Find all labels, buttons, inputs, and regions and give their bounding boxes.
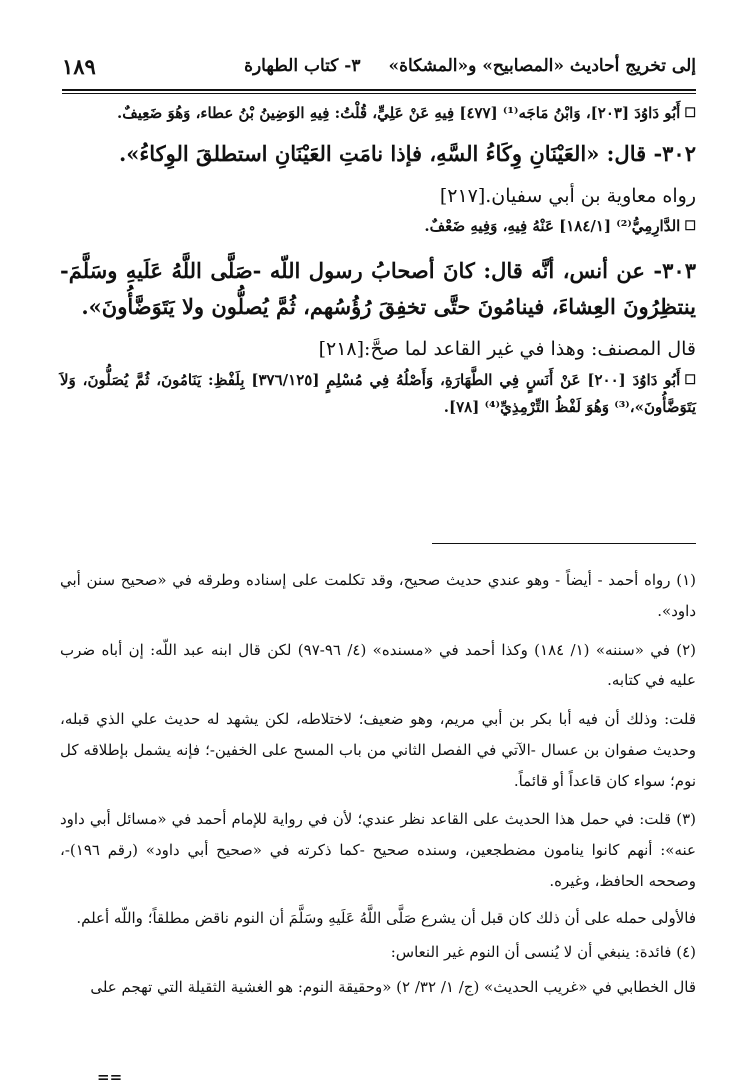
takhrij-note: ☐الدَّارِمِيُّ⁽²⁾ [١٨٤/١] عَنْهُ فِيهِ، وَفِيهِ ضَعْفٌ.: [424, 216, 696, 235]
footnote-3: (٣) قلت: في حمل هذا الحديث على القاعد نظر عندي؛ لأن في رواية للإمام أحمد في «مسائل أبي داود عنه»: أنهم كانوا ينامون مضطجعين، وسنده صحيح -كما ذكرته في «صحيح أبي داود» (رقم ١٩٦)-، وصححه الحافظ، وغيره.: [60, 810, 696, 890]
hadith-303: ٣٠٣- عن أنس، أنَّه قال: كانَ أصحابُ رسول اللّه -صَلَّى اللَّهُ عَلَيهِ وسَلَّمَ- ينتظِرُونَ العِشاءَ، فينامُونَ حتَّى تخفِقَ رُؤُسُهم، ثُمَّ يُصلُّون ولا يَتَوَضَّأُونَ».: [60, 257, 696, 320]
running-titles: [244, 56, 696, 76]
square-icon: ☐: [684, 218, 696, 234]
takhrij-note: ☐أَبُو دَاوُدَ [٢٠٣]، وَابْنُ مَاجَه⁽¹⁾ [٤٧٧] فِيهِ عَنْ عَلِيٍّ، قُلْتُ: فِيهِ الوَضِينُ بْنُ عطاء، وَهُوَ ضَعِيفٌ.: [116, 104, 696, 122]
takhrij-note: ☐أَبُو دَاوُدَ [٢٠٠] عَنْ أَنَسٍ فِي الطَّهَارَةِ، وَأَصْلُهُ فِي مُسْلِمٍ [٣٧٦/١٢٥] بِلَفْظِ: يَنَامُونَ، ثُمَّ يُصَلُّونَ، وَلاَ يَتَوَضَّأُونَ»،⁽³⁾ وَهُوَ لَفْظُ التِّرْمِذِيِّ⁽⁴⁾ [٧٨].: [60, 370, 696, 417]
footnote-4-quote: قال الخطابي في «غريب الحديث» (ج/ ١/ ٣٢/ ٢) «وحقيقة النوم: هو الغشية الثقيلة التي تهجم على: [90, 978, 696, 996]
header-divider: [62, 89, 696, 94]
footnote-2-comment: قلت: وذلك أن فيه أبا بكر بن أبي مريم، وهو ضعيف؛ لاختلاطه، لكن يشهد له حديث علي الذي قبله، وحديث صفوان بن عسال -الآتي في الفصل الثاني من باب المسح على الخفين-؛ فإنه يشمل بإطلاقه كل نوم؛ سواء كان قاعداً أو قائماً.: [60, 710, 696, 790]
footnote-2: (٢) في «سننه» (١/ ١٨٤) وكذا أحمد في «مسنده» (٤/ ٩٦-٩٧) لكن قال ابنه عبد اللّه: إن أباه ضرب عليه في كتابه.: [60, 640, 697, 690]
footnote-4: (٤) فائدة: ينبغي أن لا يُنسى أن النوم غير النعاس:: [390, 943, 696, 962]
square-icon: ☐: [684, 372, 696, 388]
narrator-line: رواه معاوية بن أبي سفيان.[٢١٧]: [439, 184, 696, 207]
footnotes: [60, 565, 696, 1003]
continuation-mark: ==: [97, 1068, 123, 1086]
page-header: [62, 46, 696, 86]
footnote-1: (١) رواه أحمد - أيضاً - وهو عندي حديث صحيح، وقد تكلمت على إسناده وطرقه في «صحيح سنن أبي داود».: [60, 571, 696, 620]
page-number: ١٨٩: [62, 53, 96, 79]
square-icon: ☐: [684, 106, 696, 121]
hadith-302: ٣٠٢- قال: «العَيْنَانِ وِكَاءُ السَّهِ، فإذا نامَتِ العَيْنَانِ استطلقَ الوِكاءُ».: [118, 140, 696, 166]
footnote-3-conclusion: فالأولى حمله على أن ذلك كان قبل أن يشرع صَلَّى اللَّهُ عَلَيهِ وسَلَّمَ أن النوم ناقض مطلقاً؛ واللّه أعلم.: [76, 908, 696, 927]
book-title: إلى تخريج أحاديث «المصابيح» و«المشكاة»: [388, 56, 696, 76]
main-text: [60, 100, 696, 422]
footnote-divider: [432, 543, 696, 544]
author-remark: قال المصنف: وهذا في غير القاعد لما صحَّ:[٢١٨]: [318, 338, 696, 361]
chapter-title: ٣- كتاب الطهارة: [244, 56, 361, 76]
